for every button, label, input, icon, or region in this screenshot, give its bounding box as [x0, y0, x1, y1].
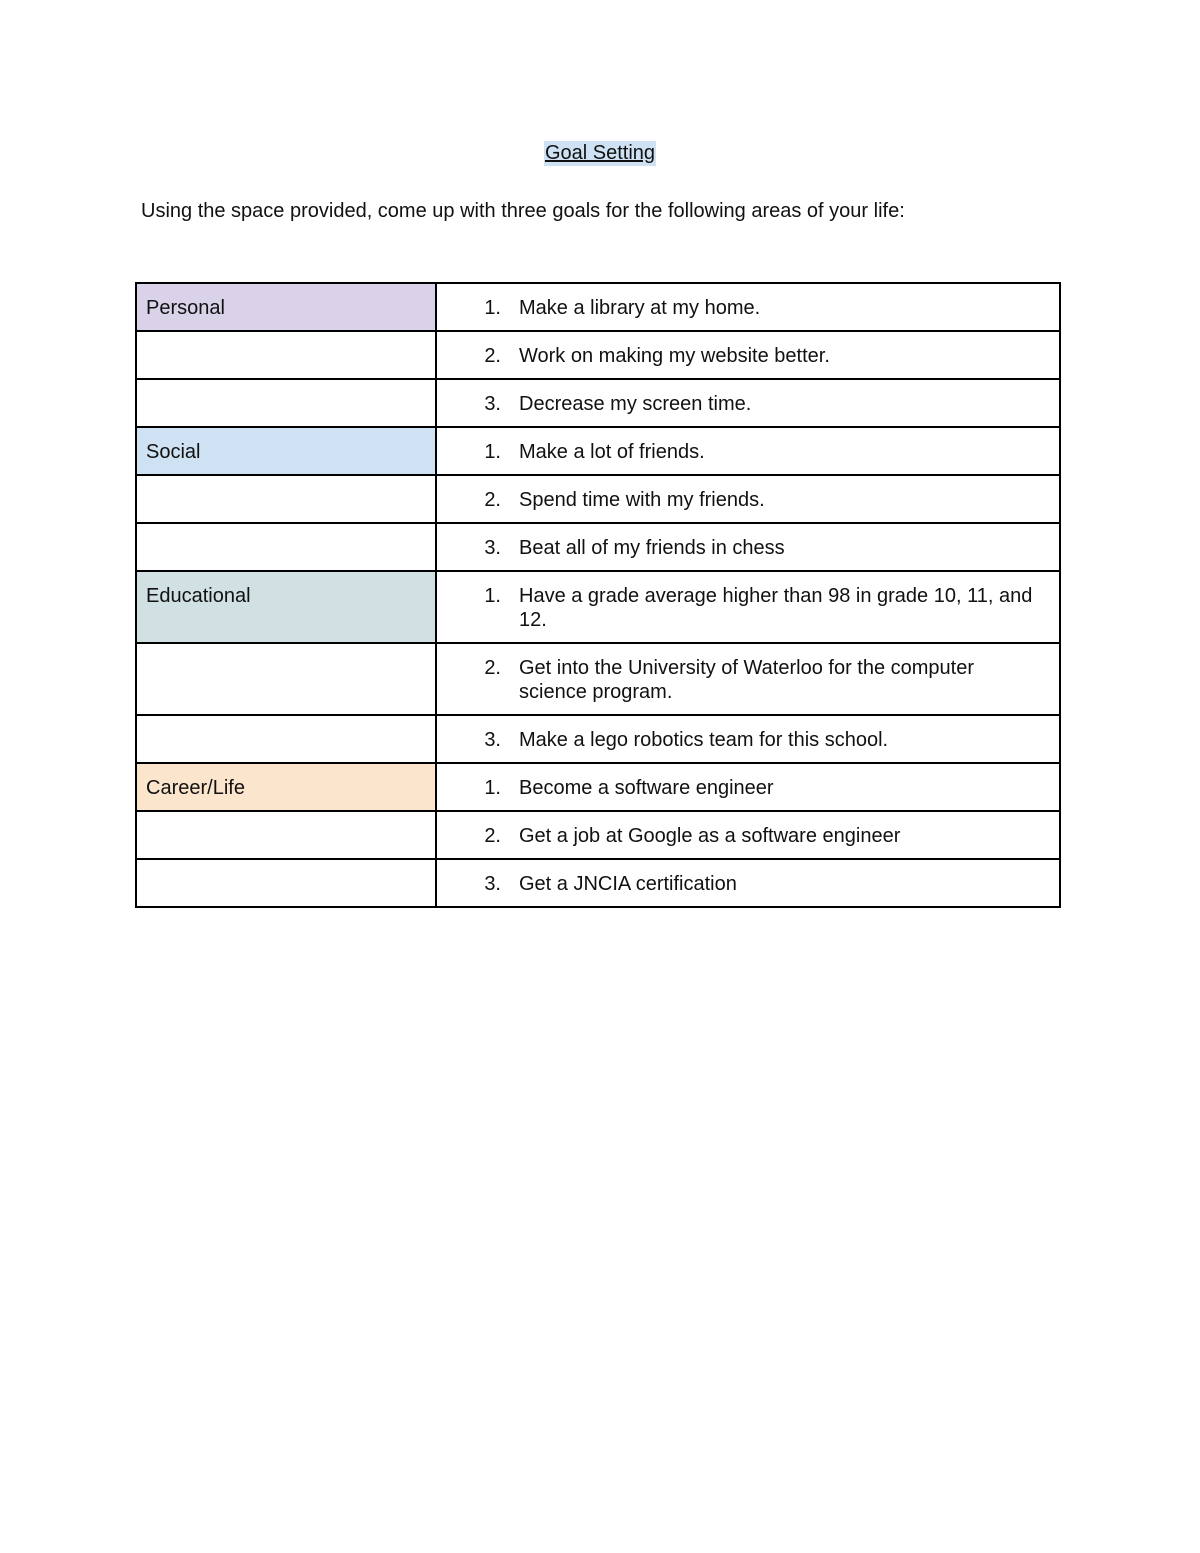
table-row [136, 859, 1060, 907]
goal-number: 2. [484, 489, 501, 511]
table-row [136, 715, 1060, 763]
area-cell-personal [136, 283, 436, 331]
goal-number: 1. [484, 441, 501, 463]
area-label: Personal [146, 297, 225, 319]
goal-text: Spend time with my friends. [519, 489, 765, 511]
goal-cell [436, 811, 1060, 859]
goal-number: 1. [484, 297, 501, 319]
goal-cell [436, 523, 1060, 571]
goal-number: 2. [484, 345, 501, 367]
goal-number: 3. [484, 873, 501, 895]
area-cell-empty [136, 715, 436, 763]
goal-cell [436, 379, 1060, 427]
title-container [0, 141, 1200, 166]
area-cell-empty [136, 475, 436, 523]
goal-number: 1. [484, 585, 501, 607]
area-cell-career [136, 763, 436, 811]
area-cell-empty [136, 331, 436, 379]
goal-text: Decrease my screen time. [519, 393, 752, 415]
goal-number: 3. [484, 729, 501, 751]
goal-cell [436, 763, 1060, 811]
goal-cell [436, 331, 1060, 379]
table-row [136, 811, 1060, 859]
goal-cell [436, 715, 1060, 763]
goal-number: 2. [484, 825, 501, 847]
area-label: Educational [146, 585, 251, 607]
page-title: Goal Setting [544, 142, 656, 164]
table-row [136, 379, 1060, 427]
goal-text: Get a job at Google as a software engineer [519, 825, 901, 847]
goal-text: Have a grade average higher than 98 in grade 10, 11, and 12. [519, 585, 1033, 631]
goal-number: 1. [484, 777, 501, 799]
goal-number: 3. [484, 393, 501, 415]
area-cell-educational [136, 571, 436, 643]
goal-text: Make a lego robotics team for this school. [519, 729, 889, 751]
table-row [136, 571, 1060, 643]
table-row [136, 283, 1060, 331]
area-cell-empty [136, 379, 436, 427]
goal-text: Beat all of my friends in chess [519, 537, 785, 559]
goal-text: Get into the University of Waterloo for the computer science program. [519, 657, 975, 703]
area-cell-empty [136, 643, 436, 715]
table-row [136, 643, 1060, 715]
area-cell-empty [136, 523, 436, 571]
table-row [136, 475, 1060, 523]
goal-cell [436, 427, 1060, 475]
goal-cell [436, 859, 1060, 907]
goals-table [135, 282, 1061, 908]
area-label: Career/Life [146, 777, 245, 799]
goal-text: Get a JNCIA certification [519, 873, 737, 895]
table-row [136, 427, 1060, 475]
area-cell-empty [136, 859, 436, 907]
area-label: Social [146, 441, 201, 463]
goal-number: 3. [484, 537, 501, 559]
table-row [136, 523, 1060, 571]
goal-text: Work on making my website better. [519, 345, 830, 367]
goal-text: Make a library at my home. [519, 297, 761, 319]
goal-cell [436, 475, 1060, 523]
goal-cell [436, 283, 1060, 331]
goal-text: Make a lot of friends. [519, 441, 705, 463]
table-row [136, 331, 1060, 379]
goal-number: 2. [484, 657, 501, 679]
goal-text: Become a software engineer [519, 777, 774, 799]
area-cell-empty [136, 811, 436, 859]
area-cell-social [136, 427, 436, 475]
table-row [136, 763, 1060, 811]
goal-cell [436, 643, 1060, 715]
intro-text: Using the space provided, come up with three goals for the following areas of your life: [141, 200, 905, 222]
goal-cell [436, 571, 1060, 643]
